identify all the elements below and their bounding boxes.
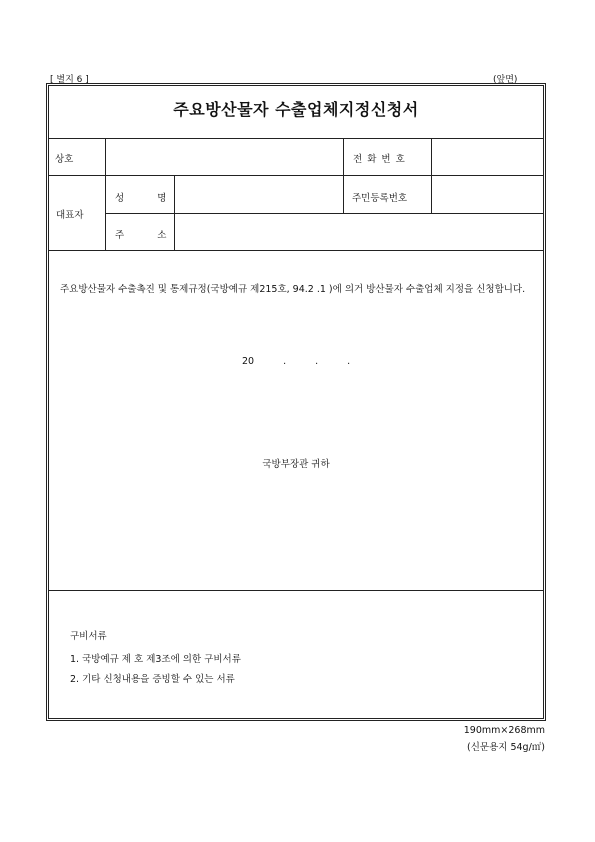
resident-number-field[interactable]: [432, 176, 543, 213]
addressee: 국방부장관 귀하: [262, 459, 330, 470]
required-document-item: 2. 기타 신청내용을 증빙할 수 있는 서류: [70, 674, 235, 685]
name-label: 성 명: [115, 193, 167, 204]
paper-size-label: 190mm×268mm: [463, 725, 545, 736]
side-label: (앞면): [493, 75, 518, 85]
phone-field[interactable]: [432, 139, 543, 175]
address-label: 주 소: [115, 230, 167, 241]
company-name-label: 상호: [55, 154, 74, 165]
date-line: 20 . . .: [242, 356, 351, 367]
resident-number-label: 주민등록번호: [352, 193, 408, 204]
address-field[interactable]: [175, 214, 543, 250]
divider: [343, 138, 344, 213]
divider: [49, 590, 543, 591]
divider: [49, 250, 543, 251]
paper-type-label: (신문용지 54g/㎡): [467, 742, 545, 753]
company-name-field[interactable]: [106, 139, 343, 175]
name-field[interactable]: [175, 176, 343, 213]
required-document-item: 1. 국방예규 제 호 제3조에 의한 구비서류: [70, 654, 241, 665]
phone-label: 전 화 번 호: [353, 154, 406, 165]
application-statement: 주요방산물자 수출촉진 및 통제규정(국방예규 제215호, 94.2 .1 )에 의거 방산물자 수출업체 지정을 신청합니다.: [60, 284, 526, 295]
representative-label: 대표자: [56, 210, 84, 221]
required-documents-heading: 구비서류: [70, 631, 107, 642]
form-number-label: [ 별지 6 ]: [50, 75, 89, 85]
form-title: 주요방산물자 수출업체지정신청서: [173, 100, 419, 119]
